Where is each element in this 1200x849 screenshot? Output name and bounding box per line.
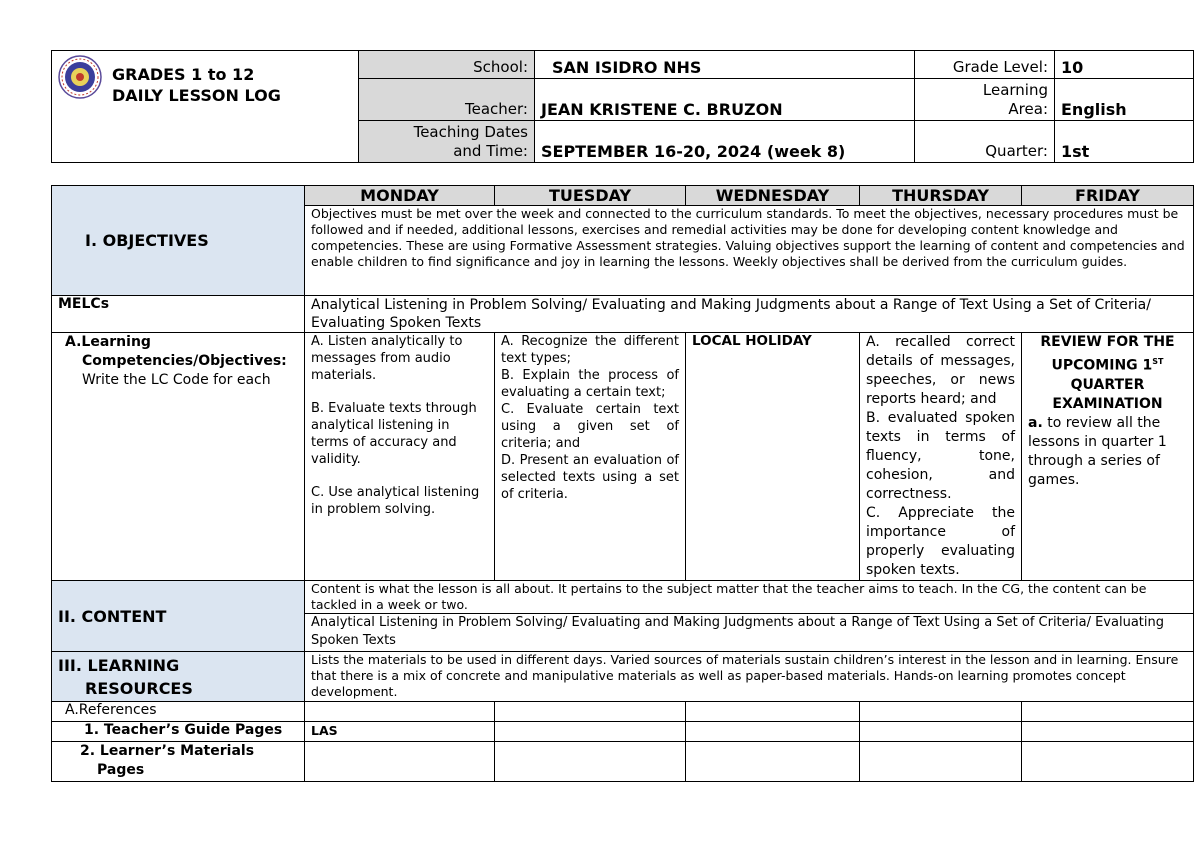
friday-title-line-4: EXAMINATION: [1052, 395, 1163, 412]
teachers-guide-label: 1. Teacher’s Guide Pages: [52, 722, 305, 742]
learners-materials-monday: [305, 742, 495, 782]
area-label: [915, 79, 1055, 121]
day-friday: FRIDAY: [1022, 186, 1194, 206]
competencies-label-line-1: A.Learning: [65, 334, 151, 350]
teachers-guide-tuesday: [495, 722, 686, 742]
friday-item-letter: a.: [1028, 414, 1043, 431]
learners-materials-tuesday: [495, 742, 686, 782]
header-table: [51, 50, 1194, 163]
monday-competencies: [305, 333, 495, 581]
grade-value: 10: [1055, 51, 1194, 79]
tuesday-item-c: C. Evaluate certain text using a given set of criteria; and: [501, 402, 679, 451]
school-label: School:: [359, 51, 535, 79]
learners-materials-line-2: Pages: [97, 762, 145, 778]
competencies-row: [52, 333, 1194, 581]
melcs-label: MELCs: [52, 296, 305, 333]
learners-materials-row: [52, 742, 1194, 782]
resources-description: Lists the materials to be used in different days. Varied sources of materials sustain children’s interest in the lesson and in learning. Ensure that there is a mix of concrete and manipulative materials as well as paper-based materials. Hands-on learning promotes concept development.: [305, 652, 1194, 702]
tuesday-item-a: A. Recognize the different text types;: [501, 334, 679, 366]
area-label-line-2: Area:: [1008, 100, 1048, 118]
dates-label-line-1: Teaching Dates: [413, 123, 528, 141]
friday-title-upcoming: UPCOMING 1: [1051, 357, 1153, 374]
title-cell: [52, 51, 359, 163]
friday-title: [1028, 333, 1187, 414]
teachers-guide-monday: LAS: [305, 722, 495, 742]
melcs-value: Analytical Listening in Problem Solving/ Evaluating and Making Judgments about a Range of Text Using a Set of Criteria/ Evaluating Spoken Texts: [305, 296, 1194, 333]
melcs-row: [52, 296, 1194, 333]
friday-title-line-1: REVIEW FOR THE: [1040, 334, 1175, 350]
thursday-item-b: B. evaluated spoken texts in terms of fluency, tone, cohesion, and correctness.: [866, 410, 1015, 502]
dates-value: SEPTEMBER 16-20, 2024 (week 8): [535, 121, 915, 163]
thursday-competencies: [860, 333, 1022, 581]
teachers-guide-thursday: [860, 722, 1022, 742]
monday-item-a: A. Listen analytically to messages from audio materials.: [311, 334, 463, 383]
objectives-description: Objectives must be met over the week and connected to the curriculum standards. To meet the objectives, necessary procedures must be followed and if needed, additional lessons, exercises and remedial activities may be done for developing content knowledge and competencies. These are using Formative Assessment strategies. Valuing objectives support the learning of content and competencies and enable children to find significance and joy in learning the lessons. Weekly objectives shall be derived from the curriculum guides.: [305, 206, 1194, 296]
resources-row: [52, 652, 1194, 702]
area-label-line-1: Learning: [982, 81, 1048, 99]
monday-item-b: B. Evaluate texts through analytical listening in terms of accuracy and validity.: [311, 401, 477, 467]
resources-heading: [52, 652, 305, 702]
friday-item-text: to review all the lessons in quarter 1 through a series of games.: [1028, 414, 1167, 488]
competencies-label: [52, 333, 305, 581]
lesson-log-table: [51, 185, 1194, 782]
competencies-label-line-2: Competencies/Objectives:: [82, 353, 287, 369]
friday-title-line-3: QUARTER: [1070, 376, 1145, 393]
day-wednesday: WEDNESDAY: [686, 186, 860, 206]
teacher-label: Teacher:: [359, 79, 535, 121]
monday-item-c: C. Use analytical listening in problem solving.: [311, 485, 480, 517]
references-friday: [1022, 702, 1194, 722]
tuesday-item-d: D. Present an evaluation of selected texts using a set of criteria.: [501, 453, 679, 502]
references-monday: [305, 702, 495, 722]
area-value: English: [1055, 79, 1194, 121]
learners-materials-friday: [1022, 742, 1194, 782]
teachers-guide-wednesday: [686, 722, 860, 742]
friday-title-sup: ST: [1152, 357, 1164, 366]
deped-seal-icon: [58, 55, 102, 99]
quarter-value: 1st: [1055, 121, 1194, 163]
tuesday-competencies: [495, 333, 686, 581]
tuesday-item-b: B. Explain the process of evaluating a certain text;: [501, 368, 679, 400]
friday-title-line-2: [1028, 352, 1187, 376]
learners-materials-line-1: 2. Learner’s Materials: [80, 743, 255, 759]
day-tuesday: TUESDAY: [495, 186, 686, 206]
grade-label: Grade Level:: [915, 51, 1055, 79]
references-wednesday: [686, 702, 860, 722]
friday-item: [1028, 414, 1187, 490]
content-description: Content is what the lesson is all about. It pertains to the subject matter that the teacher aims to teach. In the CG, the content can be tackled in a week or two.: [305, 581, 1194, 614]
dates-label: [359, 121, 535, 163]
thursday-item-c: C. Appreciate the importance of properly evaluating spoken texts.: [866, 505, 1015, 578]
dates-label-line-2: and Time:: [453, 142, 528, 160]
teacher-value: JEAN KRISTENE C. BRUZON: [535, 79, 915, 121]
learners-materials-label: [52, 742, 305, 782]
references-thursday: [860, 702, 1022, 722]
days-row: [52, 186, 1194, 206]
school-value: SAN ISIDRO NHS: [535, 51, 915, 79]
references-label: A.References: [52, 702, 305, 722]
content-value: Analytical Listening in Problem Solving/ Evaluating and Making Judgments about a Range of Text Using a Set of Criteria/ Evaluating Spoken Texts: [305, 614, 1194, 652]
day-monday: MONDAY: [305, 186, 495, 206]
title-line-2: DAILY LESSON LOG: [112, 86, 281, 105]
wednesday-holiday: LOCAL HOLIDAY: [686, 333, 860, 581]
quarter-label: Quarter:: [915, 121, 1055, 163]
content-heading: II. CONTENT: [52, 581, 305, 652]
resources-heading-line-2: RESOURCES: [85, 678, 193, 698]
content-row: [52, 581, 1194, 614]
references-row: [52, 702, 1194, 722]
thursday-item-a: A. recalled correct details of messages, speeches, or news reports heard; and: [866, 334, 1015, 407]
day-thursday: THURSDAY: [860, 186, 1022, 206]
friday-competencies: [1022, 333, 1194, 581]
learners-materials-thursday: [860, 742, 1022, 782]
teachers-guide-friday: [1022, 722, 1194, 742]
objectives-heading: I. OBJECTIVES: [52, 186, 305, 296]
learners-materials-wednesday: [686, 742, 860, 782]
competencies-label-line-3: Write the LC Code for each: [82, 372, 271, 388]
references-tuesday: [495, 702, 686, 722]
title-line-1: GRADES 1 to 12: [112, 65, 255, 84]
resources-heading-line-1: III. LEARNING: [58, 655, 180, 675]
teachers-guide-row: [52, 722, 1194, 742]
